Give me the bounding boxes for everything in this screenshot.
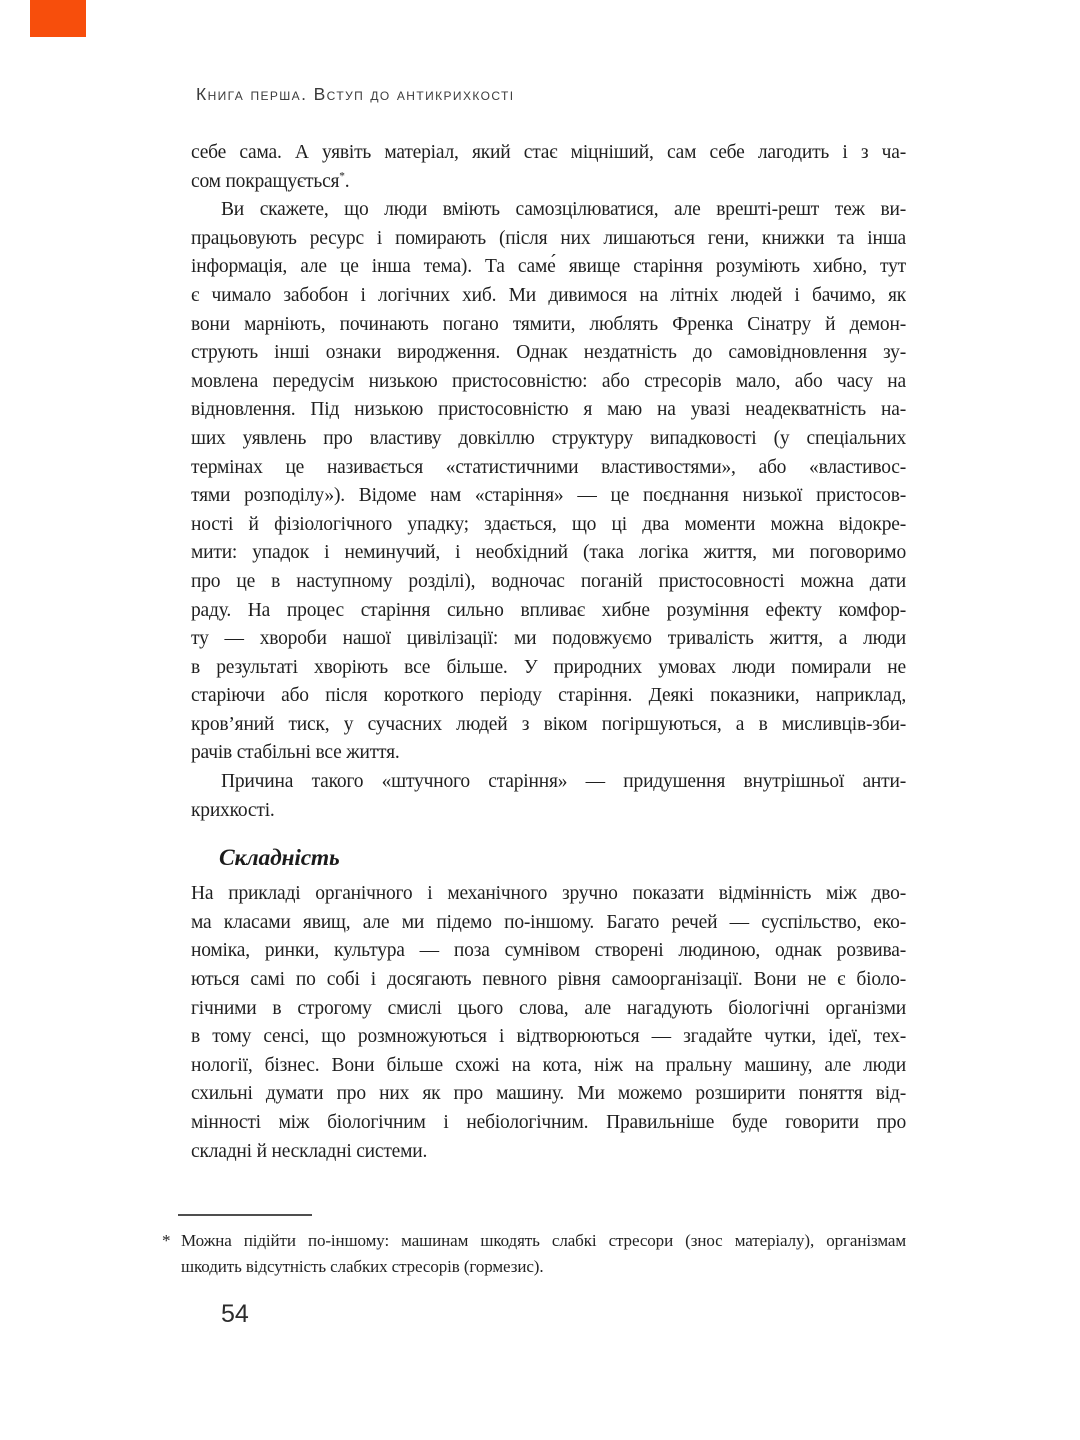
text-line: схильні думати про них як про машину. Ми можемо розширити поняття від- — [191, 1083, 906, 1105]
text-line: гічними в строгому смислі цього слова, але нагадують біологічні організми — [191, 997, 906, 1019]
text-line: термінах це називається «статистичними властивостями», або «властивос- — [191, 456, 906, 478]
text-line: Ви скажете, що люди вміють самозцілюватися, але врешті-решт теж ви- — [221, 199, 906, 221]
text-line: є чимало забобон і логічних хиб. Ми дивимося на літніх людей і бачимо, як — [191, 284, 906, 306]
footnote-separator — [178, 1214, 312, 1216]
text-line: тями розподілу»). Відоме нам «старіння» — це поєднання низької пристосов- — [191, 485, 906, 507]
footnote-marker-asterisk: * — [162, 1231, 171, 1250]
running-header: Книга перша. Вступ до антикрихкості — [196, 84, 515, 104]
text-line: вони марніють, починають погано тямити, люблять Френка Сінатру й демон- — [191, 313, 906, 335]
text-line: інформація, але це інша тема). Та саме́ явище старіння розуміють хибно, тут — [191, 256, 906, 278]
text-line: в результаті хворіють все більше. У природних умовах люди помирали не — [191, 656, 906, 678]
text-line: ються самі по собі і досягають певного рівня самоорганізації. Вони не є біоло- — [191, 969, 906, 991]
text-line: сом покращується*. — [191, 170, 350, 192]
text-line: мінності між біологічним і небіологічним. Правильніше буде говорити про — [191, 1112, 906, 1133]
text-line: ма класами явищ, але ми підемо по-іншому. Багато речей — суспільство, еко- — [191, 911, 906, 933]
text-line: складні й нескладні системи. — [191, 1140, 428, 1162]
text-line: в тому сенсі, що розмножуються і відтворюються — згадайте чутки, ідеї, тех- — [191, 1026, 906, 1048]
footnote-line: Можна підійти по-іншому: машинам шкодять слабкі стресори (знос матеріалу), організмам — [181, 1231, 906, 1250]
text-line: Причина такого «штучного старіння» — придушення внутрішньої анти- — [221, 771, 906, 793]
text-line: струють інші ознаки виродження. Однак нездатність до самовідновлення зу- — [191, 342, 906, 364]
text-line: рачів стабільні все життя. — [191, 742, 400, 764]
section-heading: Складність — [219, 845, 340, 872]
text-line: номіка, ринки, культура — поза сумнівом створені людиною, однак розвива- — [191, 940, 906, 962]
text-line: про це в наступному розділі), водночас поганій пристосовності можна дати — [191, 570, 906, 592]
text-line: нології, бізнес. Вони більше схожі на кота, ніж на пральну машину, але люди — [191, 1054, 906, 1076]
text-line: ності й фізіологічного упадку; здається, що ці два моменти можна відокре- — [191, 513, 906, 535]
text-line: раду. На процес старіння сильно впливає хибне розуміння ефекту комфор- — [191, 599, 906, 621]
text-body — [191, 139, 906, 1166]
text-line: ших уявлень про властиву довкіллю структуру випадковості (у спеціальних — [191, 427, 906, 449]
footnote-line: шкодить відсутність слабких стресорів (гормезис). — [181, 1256, 544, 1276]
corner-marker — [30, 0, 86, 37]
text-line: себе сама. А уявіть матеріал, який стає міцніший, сам себе лагодить і з ча- — [191, 142, 906, 163]
text-line: мовлена передусім низькою пристосовністю: або стресорів мало, або часу на — [191, 370, 906, 392]
text-line: крихкості. — [191, 799, 275, 821]
text-line: відновлення. Під низькою пристосовністю я маю на увазі неадекватність на- — [191, 399, 906, 421]
text-line: старіючи або після короткого періоду старіння. Деякі показники, наприклад, — [191, 685, 906, 707]
text-line: На прикладі органічного і механічного зручно показати відмінність між дво- — [191, 883, 906, 905]
page-number: 54 — [221, 1300, 249, 1328]
text-line: мити: упадок і неминучий, і необхідний (така логіка життя, ми поговоримо — [191, 542, 906, 564]
text-line: кров’яний тиск, у сучасних людей з віком погіршуються, а в мисливців-зби- — [191, 713, 906, 735]
footnote-ref-asterisk: * — [339, 170, 345, 183]
text-line: ту — хвороби нашої цивілізації: ми подовжуємо тривалість життя, а люди — [191, 628, 906, 650]
text-line: працьовують ресурс і помирають (після них лишаються гени, книжки та інша — [191, 227, 906, 249]
footnote — [162, 1228, 906, 1279]
